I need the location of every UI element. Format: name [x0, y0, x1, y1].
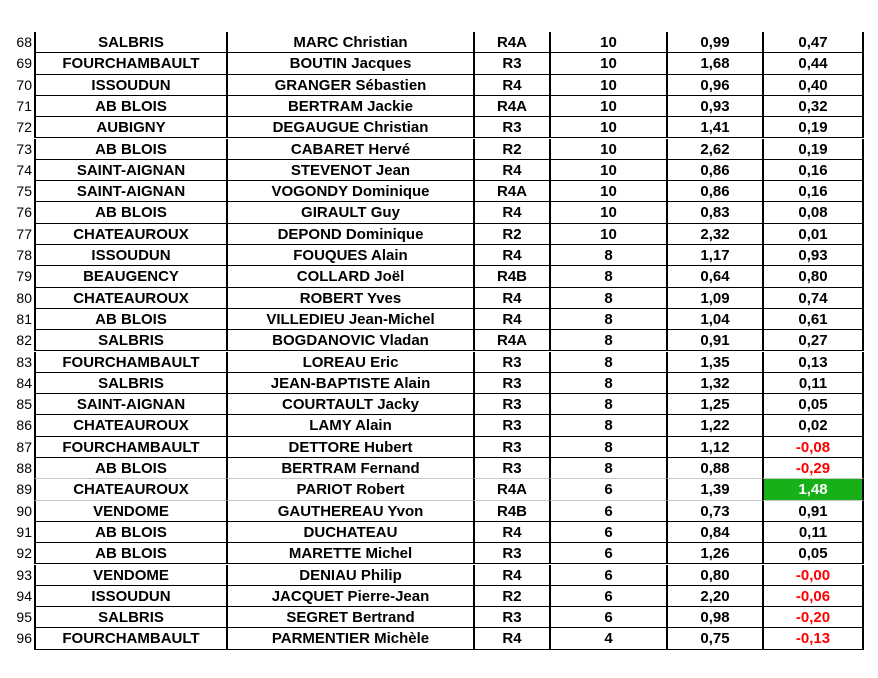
- points-cell[interactable]: 8: [549, 458, 666, 479]
- player-name-cell[interactable]: JEAN-BAPTISTE Alain: [226, 373, 473, 394]
- value-cell[interactable]: 0,91: [666, 330, 762, 351]
- delta-cell[interactable]: 0,40: [762, 75, 864, 96]
- class-cell[interactable]: R4: [473, 245, 549, 266]
- player-name-cell[interactable]: DEPOND Dominique: [226, 224, 473, 245]
- points-cell[interactable]: 10: [549, 224, 666, 245]
- table-row: [0, 309, 878, 330]
- row-number[interactable]: 69: [16, 55, 32, 72]
- club-cell[interactable]: FOURCHAMBAULT: [34, 437, 226, 458]
- table-row: [0, 501, 878, 522]
- points-cell[interactable]: 8: [549, 309, 666, 330]
- row-number[interactable]: 88: [16, 460, 32, 476]
- class-cell[interactable]: R3: [473, 394, 549, 415]
- delta-cell[interactable]: 0,44: [762, 53, 864, 74]
- table-row: [0, 607, 878, 628]
- points-cell[interactable]: 8: [549, 330, 666, 351]
- club-cell[interactable]: VENDOME: [34, 565, 226, 586]
- player-name-cell[interactable]: VILLEDIEU Jean-Michel: [226, 309, 473, 330]
- row-number[interactable]: 75: [16, 183, 32, 200]
- value-cell[interactable]: 0,80: [666, 565, 762, 586]
- delta-cell[interactable]: 0,74: [762, 288, 864, 309]
- delta-cell[interactable]: 0,16: [762, 160, 864, 181]
- class-cell[interactable]: R4B: [473, 266, 549, 287]
- row-number[interactable]: 93: [16, 566, 32, 583]
- class-cell[interactable]: R4: [473, 160, 549, 181]
- table-row: [0, 458, 878, 479]
- table-row: [0, 117, 878, 138]
- row-number[interactable]: 71: [16, 97, 32, 114]
- table-row: [0, 245, 878, 266]
- value-cell[interactable]: 1,04: [666, 309, 762, 330]
- table-row: [0, 160, 878, 181]
- club-cell[interactable]: SAINT-AIGNAN: [34, 394, 226, 415]
- delta-cell[interactable]: 0,16: [762, 181, 864, 202]
- row-number[interactable]: 68: [16, 34, 32, 50]
- club-cell[interactable]: SALBRIS: [34, 373, 226, 394]
- delta-cell[interactable]: 0,05: [762, 394, 864, 415]
- club-cell[interactable]: AB BLOIS: [34, 522, 226, 543]
- table-row: [0, 224, 878, 245]
- class-cell[interactable]: R4A: [473, 181, 549, 202]
- delta-cell[interactable]: 0,05: [762, 543, 864, 564]
- value-cell[interactable]: 0,83: [666, 202, 762, 223]
- club-cell[interactable]: SALBRIS: [34, 32, 226, 53]
- club-cell[interactable]: AB BLOIS: [34, 202, 226, 223]
- club-cell[interactable]: CHATEAUROUX: [34, 479, 226, 500]
- class-cell[interactable]: R2: [473, 139, 549, 160]
- table-row: [0, 139, 878, 160]
- points-cell[interactable]: 10: [549, 96, 666, 117]
- player-name-cell[interactable]: BERTRAM Jackie: [226, 96, 473, 117]
- class-cell[interactable]: R4: [473, 202, 549, 223]
- delta-cell[interactable]: 0,11: [762, 522, 864, 543]
- points-cell[interactable]: 4: [549, 628, 666, 649]
- class-cell[interactable]: R4: [473, 628, 549, 649]
- value-cell[interactable]: 1,41: [666, 117, 762, 138]
- row-number[interactable]: 76: [16, 204, 32, 221]
- class-cell[interactable]: R4B: [473, 501, 549, 522]
- value-cell[interactable]: 1,09: [666, 288, 762, 309]
- class-cell[interactable]: R3: [473, 352, 549, 373]
- table-row: [0, 181, 878, 202]
- points-cell[interactable]: 8: [549, 288, 666, 309]
- delta-cell[interactable]: 0,11: [762, 373, 864, 394]
- delta-cell[interactable]: -0,08: [762, 437, 864, 458]
- class-cell[interactable]: R3: [473, 117, 549, 138]
- value-cell[interactable]: 0,99: [666, 32, 762, 53]
- club-cell[interactable]: AB BLOIS: [34, 458, 226, 479]
- class-cell[interactable]: R3: [473, 543, 549, 564]
- points-cell[interactable]: 10: [549, 32, 666, 53]
- class-cell[interactable]: R4A: [473, 330, 549, 351]
- player-name-cell[interactable]: LOREAU Eric: [226, 352, 473, 373]
- value-cell[interactable]: 0,75: [666, 628, 762, 649]
- delta-cell[interactable]: 0,01: [762, 224, 864, 245]
- row-number[interactable]: 91: [16, 523, 32, 540]
- class-cell[interactable]: R3: [473, 53, 549, 74]
- row-number[interactable]: 77: [16, 225, 32, 242]
- club-cell[interactable]: AB BLOIS: [34, 96, 226, 117]
- row-number[interactable]: 72: [16, 119, 32, 136]
- player-name-cell[interactable]: DEGAUGUE Christian: [226, 117, 473, 138]
- player-name-cell[interactable]: COURTAULT Jacky: [226, 394, 473, 415]
- table-row: [0, 522, 878, 543]
- club-cell[interactable]: FOURCHAMBAULT: [34, 352, 226, 373]
- value-cell[interactable]: 2,20: [666, 586, 762, 607]
- table-row: [0, 543, 878, 564]
- row-number[interactable]: 90: [16, 502, 32, 519]
- class-cell[interactable]: R2: [473, 224, 549, 245]
- player-name-cell[interactable]: STEVENOT Jean: [226, 160, 473, 181]
- points-cell[interactable]: 8: [549, 394, 666, 415]
- delta-cell[interactable]: 0,91: [762, 501, 864, 522]
- value-cell[interactable]: 0,93: [666, 96, 762, 117]
- points-cell[interactable]: 10: [549, 75, 666, 96]
- row-number[interactable]: 73: [16, 140, 32, 157]
- player-name-cell[interactable]: COLLARD Joël: [226, 266, 473, 287]
- table-row: [0, 330, 878, 351]
- table-row: [0, 288, 878, 309]
- row-number[interactable]: 92: [16, 545, 32, 562]
- player-name-cell[interactable]: BOUTIN Jacques: [226, 53, 473, 74]
- class-cell[interactable]: R4A: [473, 96, 549, 117]
- value-cell[interactable]: 0,86: [666, 181, 762, 202]
- player-name-cell[interactable]: PARIOT Robert: [226, 479, 473, 500]
- club-cell[interactable]: SALBRIS: [34, 607, 226, 628]
- player-name-cell[interactable]: FOUQUES Alain: [226, 245, 473, 266]
- table-row: [0, 628, 878, 649]
- delta-cell[interactable]: 0,27: [762, 330, 864, 351]
- row-number[interactable]: 84: [16, 374, 32, 391]
- class-cell[interactable]: R4: [473, 522, 549, 543]
- points-cell[interactable]: 8: [549, 266, 666, 287]
- delta-cell[interactable]: -0,00: [762, 565, 864, 586]
- club-cell[interactable]: SALBRIS: [34, 330, 226, 351]
- club-cell[interactable]: AB BLOIS: [34, 139, 226, 160]
- row-number[interactable]: 82: [16, 332, 32, 349]
- row-number[interactable]: 80: [16, 289, 32, 306]
- class-cell[interactable]: R3: [473, 415, 549, 436]
- value-cell[interactable]: 1,22: [666, 415, 762, 436]
- table-row: [0, 394, 878, 415]
- delta-cell[interactable]: 0,93: [762, 245, 864, 266]
- class-cell[interactable]: R4: [473, 288, 549, 309]
- points-cell[interactable]: 8: [549, 373, 666, 394]
- points-cell[interactable]: 8: [549, 245, 666, 266]
- table-row: [0, 32, 878, 53]
- points-cell[interactable]: 10: [549, 202, 666, 223]
- points-cell[interactable]: 8: [549, 437, 666, 458]
- row-number[interactable]: 96: [16, 630, 32, 647]
- class-cell[interactable]: R2: [473, 586, 549, 607]
- value-cell[interactable]: 1,68: [666, 53, 762, 74]
- class-cell[interactable]: R3: [473, 607, 549, 628]
- points-cell[interactable]: 6: [549, 607, 666, 628]
- club-cell[interactable]: ISSOUDUN: [34, 586, 226, 607]
- value-cell[interactable]: 0,64: [666, 266, 762, 287]
- table-row: [0, 352, 878, 373]
- points-cell[interactable]: 6: [549, 543, 666, 564]
- value-cell[interactable]: 0,86: [666, 160, 762, 181]
- delta-cell[interactable]: 0,02: [762, 415, 864, 436]
- club-cell[interactable]: AB BLOIS: [34, 543, 226, 564]
- class-cell[interactable]: R4A: [473, 32, 549, 53]
- value-cell[interactable]: 1,12: [666, 437, 762, 458]
- table-row: [0, 565, 878, 586]
- row-number[interactable]: 70: [16, 76, 32, 93]
- points-cell[interactable]: 6: [549, 565, 666, 586]
- class-cell[interactable]: R3: [473, 458, 549, 479]
- player-name-cell[interactable]: GRANGER Sébastien: [226, 75, 473, 96]
- club-cell[interactable]: ISSOUDUN: [34, 75, 226, 96]
- club-cell[interactable]: CHATEAUROUX: [34, 415, 226, 436]
- club-cell[interactable]: BEAUGENCY: [34, 266, 226, 287]
- table-row: [0, 479, 878, 500]
- class-cell[interactable]: R4: [473, 565, 549, 586]
- value-cell[interactable]: 1,35: [666, 352, 762, 373]
- row-number[interactable]: 94: [16, 587, 32, 604]
- club-cell[interactable]: SAINT-AIGNAN: [34, 160, 226, 181]
- delta-cell[interactable]: 0,32: [762, 96, 864, 117]
- club-cell[interactable]: CHATEAUROUX: [34, 288, 226, 309]
- row-number[interactable]: 81: [16, 310, 32, 327]
- player-name-cell[interactable]: DENIAU Philip: [226, 565, 473, 586]
- delta-cell[interactable]: 0,13: [762, 352, 864, 373]
- points-cell[interactable]: 6: [549, 522, 666, 543]
- player-name-cell[interactable]: MARETTE Michel: [226, 543, 473, 564]
- table-row: [0, 415, 878, 436]
- points-cell[interactable]: 8: [549, 415, 666, 436]
- row-number[interactable]: 95: [16, 609, 32, 626]
- table-row: [0, 96, 878, 117]
- points-cell[interactable]: 10: [549, 139, 666, 160]
- value-cell[interactable]: 0,73: [666, 501, 762, 522]
- table-row: [0, 53, 878, 74]
- class-cell[interactable]: R3: [473, 437, 549, 458]
- class-cell[interactable]: R4: [473, 309, 549, 330]
- value-cell[interactable]: 1,25: [666, 394, 762, 415]
- class-cell[interactable]: R3: [473, 373, 549, 394]
- delta-cell[interactable]: 0,08: [762, 202, 864, 223]
- value-cell[interactable]: 0,88: [666, 458, 762, 479]
- row-number[interactable]: 78: [16, 247, 32, 263]
- points-cell[interactable]: 10: [549, 53, 666, 74]
- value-cell[interactable]: 1,32: [666, 373, 762, 394]
- table-row: [0, 266, 878, 287]
- value-cell[interactable]: 2,32: [666, 224, 762, 245]
- table-row: [0, 202, 878, 223]
- value-cell[interactable]: 1,17: [666, 245, 762, 266]
- value-cell[interactable]: 2,62: [666, 139, 762, 160]
- club-cell[interactable]: AB BLOIS: [34, 309, 226, 330]
- value-cell[interactable]: 1,39: [666, 479, 762, 500]
- player-name-cell[interactable]: DETTORE Hubert: [226, 437, 473, 458]
- table-row: [0, 586, 878, 607]
- value-cell[interactable]: 0,84: [666, 522, 762, 543]
- club-cell[interactable]: VENDOME: [34, 501, 226, 522]
- points-cell[interactable]: 6: [549, 501, 666, 522]
- row-number[interactable]: 74: [16, 161, 32, 178]
- table-row: [0, 75, 878, 96]
- delta-cell[interactable]: -0,13: [762, 628, 864, 649]
- club-cell[interactable]: FOURCHAMBAULT: [34, 53, 226, 74]
- row-number[interactable]: 83: [16, 353, 32, 370]
- class-cell[interactable]: R4A: [473, 479, 549, 500]
- player-name-cell[interactable]: SEGRET Bertrand: [226, 607, 473, 628]
- player-name-cell[interactable]: GIRAULT Guy: [226, 202, 473, 223]
- player-name-cell[interactable]: DUCHATEAU: [226, 522, 473, 543]
- delta-cell[interactable]: -0,06: [762, 586, 864, 607]
- points-cell[interactable]: 8: [549, 352, 666, 373]
- player-name-cell[interactable]: PARMENTIER Michèle: [226, 628, 473, 649]
- row-number[interactable]: 87: [16, 438, 32, 455]
- delta-cell[interactable]: 0,19: [762, 139, 864, 160]
- club-cell[interactable]: ISSOUDUN: [34, 245, 226, 266]
- player-name-cell[interactable]: GAUTHEREAU Yvon: [226, 501, 473, 522]
- points-cell[interactable]: 6: [549, 586, 666, 607]
- player-name-cell[interactable]: LAMY Alain: [226, 415, 473, 436]
- class-cell[interactable]: R4: [473, 75, 549, 96]
- club-cell[interactable]: AUBIGNY: [34, 117, 226, 138]
- player-name-cell[interactable]: BOGDANOVIC Vladan: [226, 330, 473, 351]
- value-cell[interactable]: 0,96: [666, 75, 762, 96]
- club-cell[interactable]: SAINT-AIGNAN: [34, 181, 226, 202]
- table-row: [0, 373, 878, 394]
- row-number[interactable]: 89: [16, 481, 32, 498]
- points-cell[interactable]: 10: [549, 181, 666, 202]
- value-cell[interactable]: 1,26: [666, 543, 762, 564]
- delta-cell[interactable]: 0,47: [762, 32, 864, 53]
- delta-cell[interactable]: -0,20: [762, 607, 864, 628]
- player-name-cell[interactable]: BERTRAM Fernand: [226, 458, 473, 479]
- delta-cell[interactable]: 0,19: [762, 117, 864, 138]
- row-number[interactable]: 86: [16, 417, 32, 434]
- points-cell[interactable]: 10: [549, 117, 666, 138]
- points-cell[interactable]: 6: [549, 479, 666, 500]
- delta-cell[interactable]: 1,48: [762, 479, 864, 500]
- club-cell[interactable]: FOURCHAMBAULT: [34, 628, 226, 649]
- player-name-cell[interactable]: MARC Christian: [226, 32, 473, 53]
- points-cell[interactable]: 10: [549, 160, 666, 181]
- row-number[interactable]: 79: [16, 268, 32, 285]
- delta-cell[interactable]: 0,61: [762, 309, 864, 330]
- value-cell[interactable]: 0,98: [666, 607, 762, 628]
- player-name-cell[interactable]: ROBERT Yves: [226, 288, 473, 309]
- player-name-cell[interactable]: JACQUET Pierre-Jean: [226, 586, 473, 607]
- table-row: [0, 437, 878, 458]
- player-name-cell[interactable]: VOGONDY Dominique: [226, 181, 473, 202]
- player-name-cell[interactable]: CABARET Hervé: [226, 139, 473, 160]
- delta-cell[interactable]: -0,29: [762, 458, 864, 479]
- club-cell[interactable]: CHATEAUROUX: [34, 224, 226, 245]
- delta-cell[interactable]: 0,80: [762, 266, 864, 287]
- row-number[interactable]: 85: [16, 396, 32, 413]
